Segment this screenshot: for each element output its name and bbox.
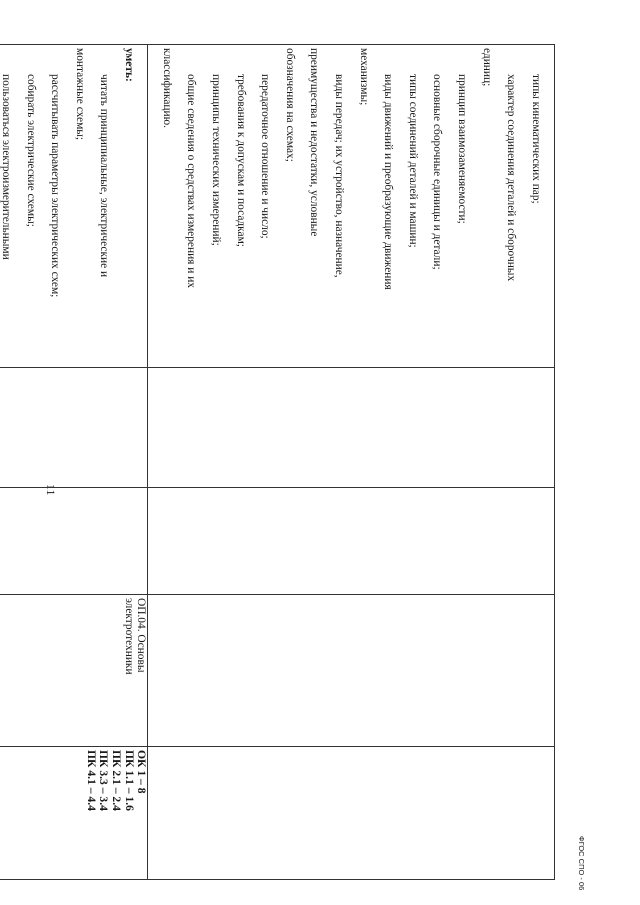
list-item: пользоваться электроизмерительными [0, 74, 12, 260]
footer-label: ФГОС СПО - 06 [577, 836, 586, 891]
discipline-cell-upper [148, 595, 555, 747]
competency-item: ПК 1.1 – 1.6 [122, 750, 136, 811]
list-item: типы кинематических пар; [529, 74, 542, 204]
list-item: характер соединения деталей и сборочных [505, 74, 518, 282]
list-item: рассчитывать параметры электрических схем; [49, 74, 62, 298]
knowledge-cell-upper [148, 45, 555, 368]
list-item: передаточное отношение и число; [259, 74, 272, 239]
curriculum-table [0, 44, 555, 880]
list-item: принципы технических измерений; [209, 74, 222, 246]
competencies-cell-upper [148, 747, 555, 880]
list-item: обозначения на схемах; [283, 48, 296, 162]
hours-cell-upper [148, 368, 555, 488]
rotated-page [0, 32, 555, 882]
list-item: принцип взаимозаменяемости; [455, 74, 468, 224]
competencies-cell-lower [0, 747, 148, 880]
discipline-cell-lower [0, 595, 148, 747]
hours-cell-upper-2 [148, 488, 555, 595]
umet-heading: уметь: [122, 48, 135, 82]
list-item: механизмы; [357, 48, 370, 106]
competency-item: ОК 1 – 8 [135, 750, 149, 794]
page-number: 11 [44, 484, 58, 496]
table-row-lower [0, 45, 148, 880]
list-item: единиц; [480, 48, 493, 87]
discipline-name: ОП.04. Основы электротехники [122, 598, 148, 675]
knowledge-list-upper [148, 48, 554, 364]
knowledge-cell-lower [0, 45, 148, 368]
list-item: виды движений и преобразующие движения [382, 74, 395, 290]
list-item: виды передач; их устройство, назначение, [332, 74, 345, 278]
table-row-upper [148, 45, 555, 880]
list-item: собирать электрические схемы; [24, 74, 37, 227]
list-item: основные сборочные единицы и детали; [431, 74, 444, 270]
competency-item: ПК 4.1 – 4.4 [84, 750, 98, 811]
hours-cell-lower-2 [0, 488, 148, 595]
knowledge-list-lower [0, 48, 147, 364]
hours-cell-lower [0, 368, 148, 488]
list-item: преимущества и недостатки, условные [308, 48, 321, 237]
list-item: классификацию. [160, 48, 173, 128]
list-item: читать принципиальные, электрические и [98, 74, 111, 278]
list-item: общие сведения о средствах измерения и их [185, 74, 198, 288]
competency-item: ПК 3.3 – 3.4 [97, 750, 111, 811]
competency-item: ПК 2.1 – 2.4 [110, 750, 124, 811]
list-item: монтажные схемы; [73, 48, 86, 141]
list-item: требования к допускам и посадкам; [234, 74, 247, 247]
list-item: типы соединений деталей и машин; [406, 74, 419, 248]
